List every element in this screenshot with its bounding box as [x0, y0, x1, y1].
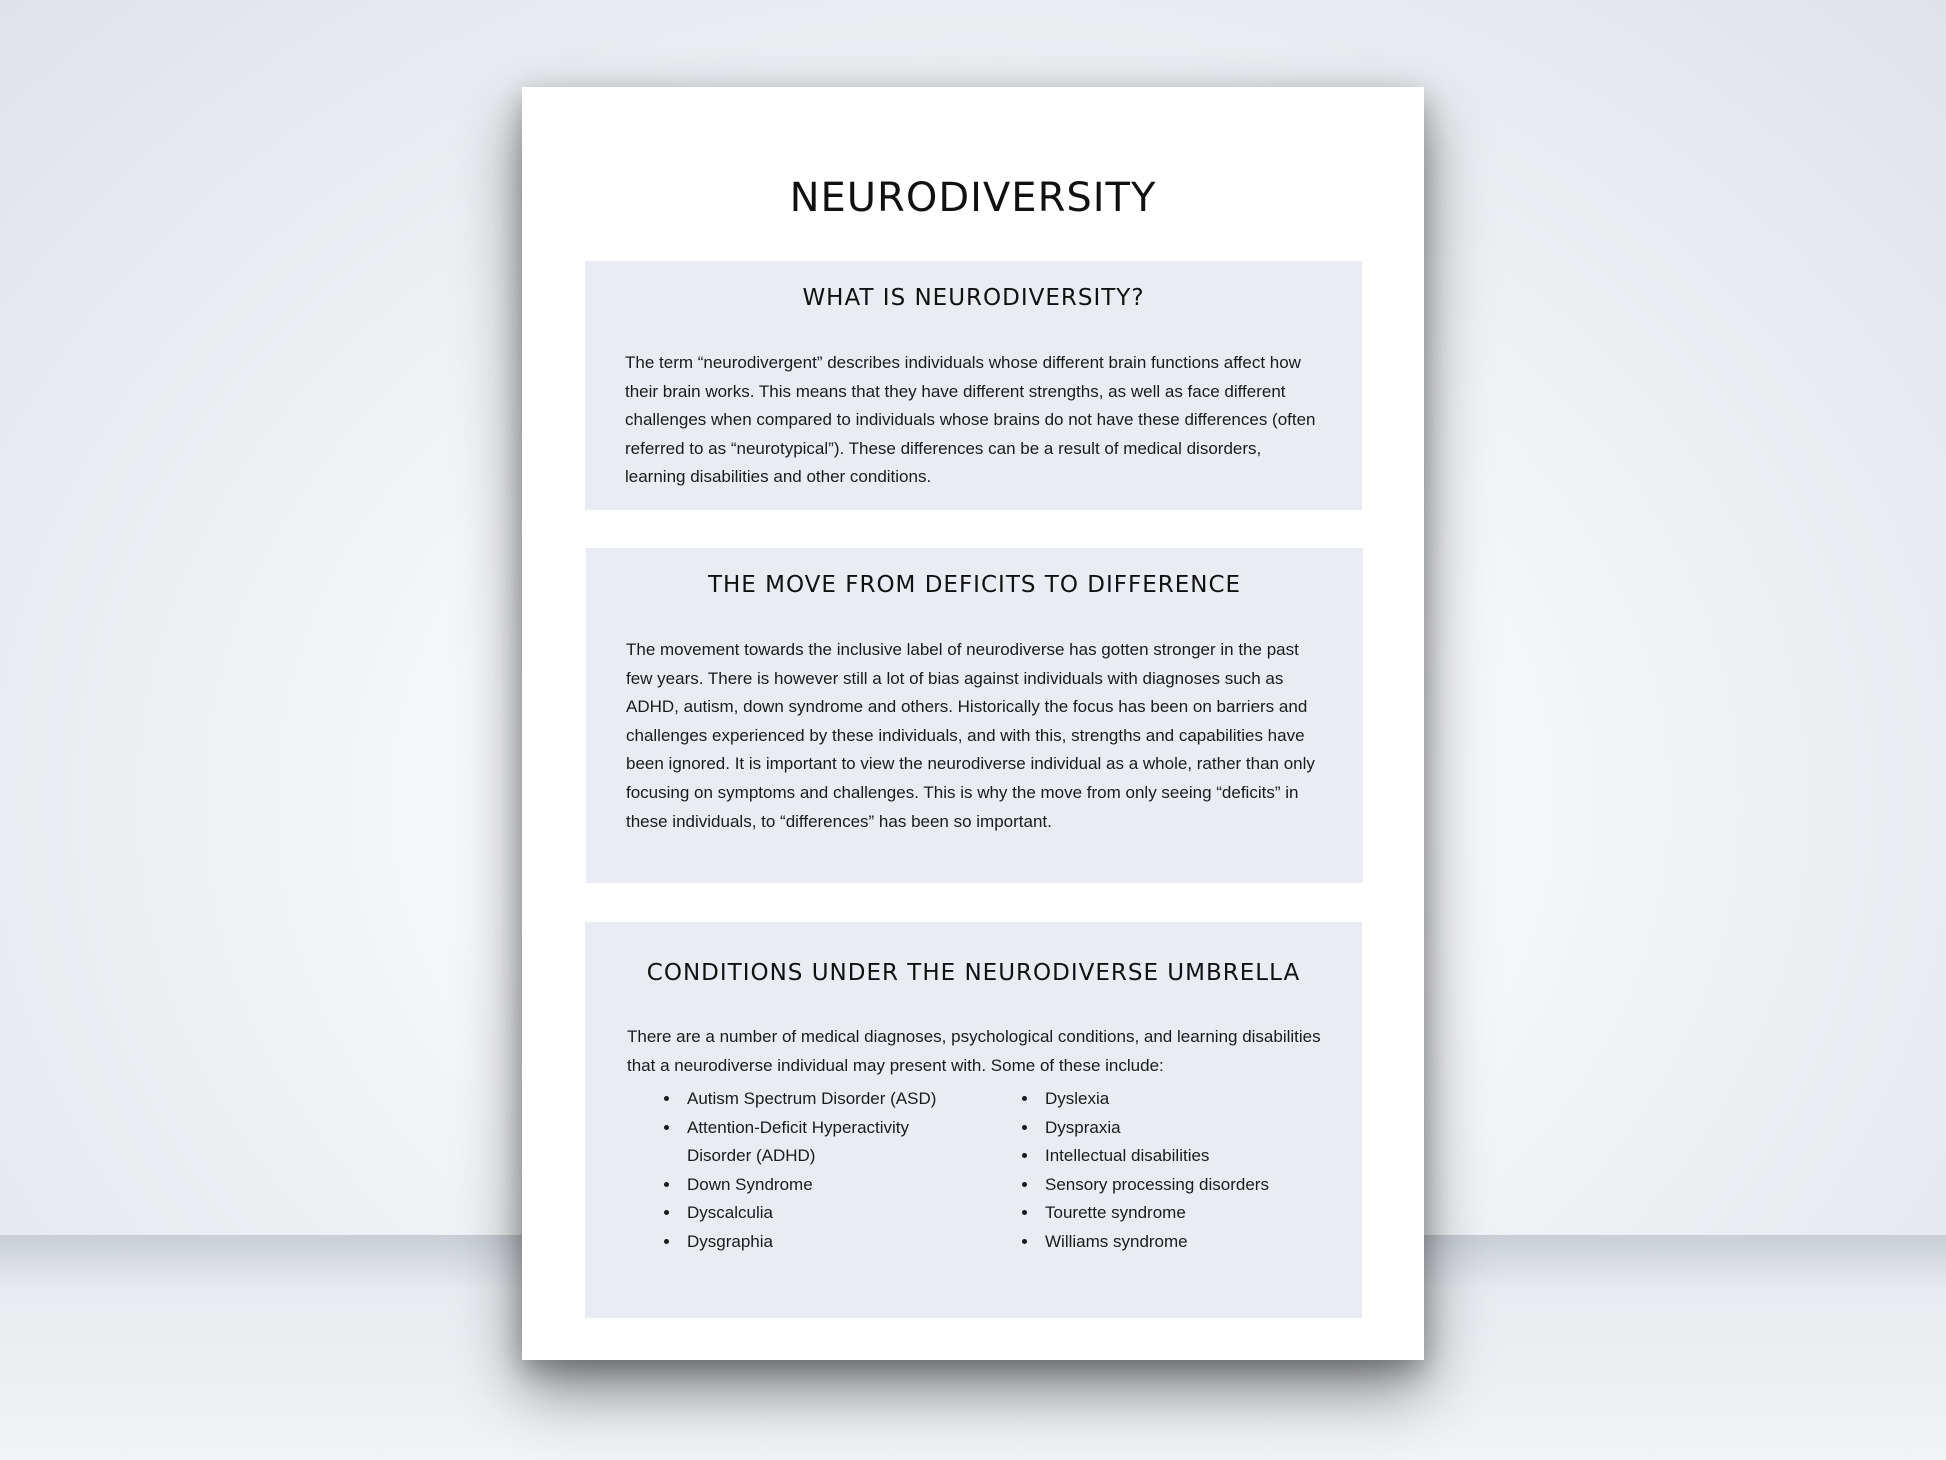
- list-item: • Autism Spectrum Disorder (ASD): [681, 1085, 971, 1114]
- page-title: NEURODIVERSITY: [789, 175, 1157, 221]
- list-item: • Dyslexia: [1039, 1085, 1339, 1114]
- section-heading: WHAT IS NEURODIVERSITY?: [802, 285, 1145, 311]
- list-item: • Dysgraphia: [681, 1228, 971, 1257]
- list-item: • Down Syndrome: [681, 1171, 971, 1200]
- conditions-list-right: [1019, 1085, 1339, 1257]
- list-item: • Attention-Deficit Hyperactivity Disorder (ADHD): [681, 1114, 971, 1171]
- section-conditions: [585, 922, 1362, 1318]
- conditions-list-left: [661, 1085, 971, 1257]
- list-item: • Sensory processing disorders: [1039, 1171, 1339, 1200]
- section-body: There are a number of medical diagnoses, psychological conditions, and learning disabilities that a neurodiverse individual may present with. Some of these include:: [627, 1027, 1321, 1075]
- list-item: • Dyscalculia: [681, 1199, 971, 1228]
- section-heading: THE MOVE FROM DEFICITS TO DIFFERENCE: [707, 572, 1242, 598]
- section-body: The movement towards the inclusive label of neurodiverse has gotten stronger in the past few years. There is however still a lot of bias against individuals with diagnoses such as ADHD, autism, down syndrome and others. Historically the focus has been on barriers and challenges experienced by these individuals, and with this, strengths and capabilities have been ignored. It is important to view the neurodiverse individual as a whole, rather than only focusing on symptoms and challenges. This is why the move from only seeing “deficits” in these individuals, to “differences” has been so important.: [626, 640, 1315, 831]
- section-deficits-to-difference: [586, 548, 1363, 883]
- document-page: [522, 87, 1424, 1360]
- section-what-is-neurodiversity: [585, 261, 1362, 510]
- section-body: The term “neurodivergent” describes individuals whose different brain functions affect how their brain works. This means that they have different strengths, as well as face different challenges when compared to individuals whose brains do not have these differences (often referred to as “neurotypical”). These differences can be a result of medical disorders, learning disabilities and other conditions.: [625, 353, 1316, 487]
- section-heading: CONDITIONS UNDER THE NEURODIVERSE UMBRELLA: [646, 960, 1301, 986]
- list-item: • Intellectual disabilities: [1039, 1142, 1339, 1171]
- list-item: • Tourette syndrome: [1039, 1199, 1339, 1228]
- list-item: • Dyspraxia: [1039, 1114, 1339, 1143]
- list-item: • Williams syndrome: [1039, 1228, 1339, 1257]
